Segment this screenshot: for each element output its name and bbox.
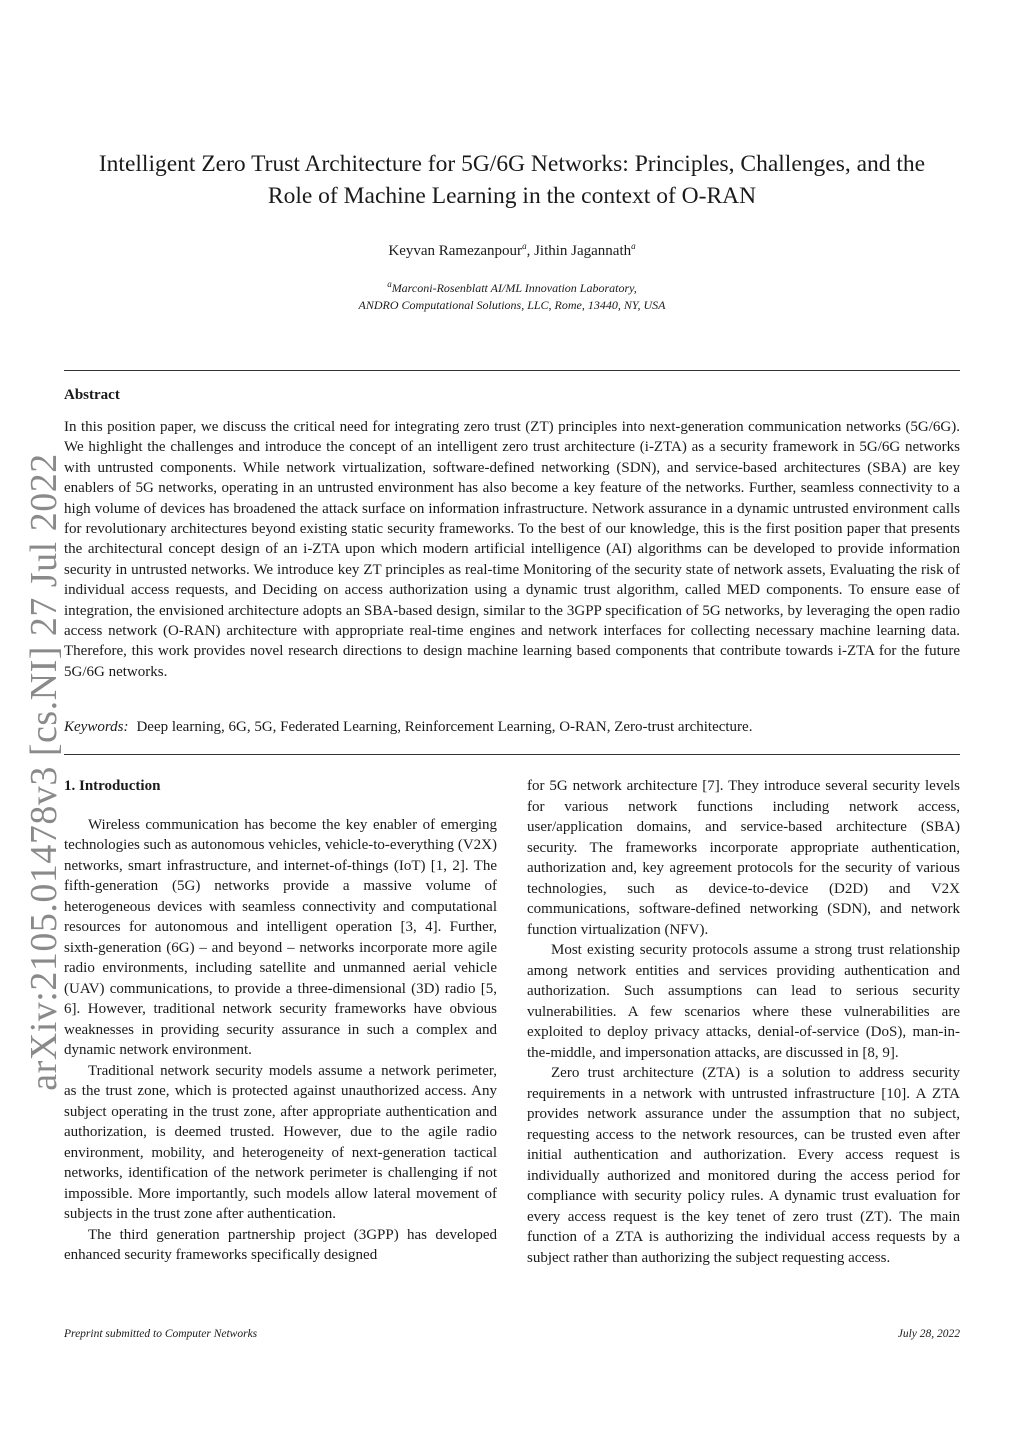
right-column xyxy=(527,776,960,1268)
footer-preprint-note: Preprint submitted to Computer Networks xyxy=(64,1328,258,1340)
author-separator: , xyxy=(526,243,535,259)
paragraph: Zero trust architecture (ZTA) is a solution to address security requirements in a network with untrusted infrastructure [10]. A ZTA provides network assurance under the assumption that no subject, requesting access to the network resources, can be trusted even after initial authentication and authorization. Every access request is individually authorized and monitored during the access period for compliance with security policy rules. A dynamic trust evaluation for every access request is the key tenet of zero trust (ZT). The main function of a ZTA is authorizing the individual access requests by a subject rather than authorizing the subject requesting access. xyxy=(527,1065,960,1266)
paragraph: Traditional network security models assume a network perimeter, as the trust zone, which is protected against unauthorized access. Any subject operating in the trust zone, after appropriate authentication and authorization, is deemed trusted. However, due to the agile radio environment, mobility, and heterogeneity of next-generation tactical networks, identification of the network perimeter is challenging if not impossible. More importantly, such models allow lateral movement of subjects in the trust zone after authentication. xyxy=(64,1062,497,1222)
section-heading-introduction: 1. Introduction xyxy=(64,778,161,794)
paper-title xyxy=(64,148,960,212)
paragraph: Most existing security protocols assume a strong trust relationship among network entities and services providing authentication and authorization. Such assumptions can lead to serious security vulnerabilities. A few scenarios where these vulnerabilities are exploited to deploy privacy attacks, denial-of-service (DoS), man-in-the-middle, and impersonation attacks, are discussed in [8, 9]. xyxy=(527,942,960,1061)
affiliation-mark: a xyxy=(387,279,392,289)
affiliation-line-2: ANDRO Computational Solutions, LLC, Rome, 13440, NY, USA xyxy=(358,298,666,312)
abstract-text: In this position paper, we discuss the critical need for integrating zero trust (ZT) principles into next-generation communication networks (5G/6G). We highlight the challenges and introduce the concept of an intelligent zero trust architecture (i-ZTA) as a security framework in 5G/6G networks with untrusted components. While network virtualization, software-defined networking (SDN), and service-based architectures (SBA) are key enablers of 5G networks, operating in an untrusted environment has also become a key feature of the networks. Further, seamless connectivity to a high volume of devices has broadened the attack surface on information infrastructure. Network assurance in a dynamic untrusted environment calls for revolutionary architectures beyond existing static security frameworks. To the best of our knowledge, this is the first position paper that presents the architectural concept design of an i-ZTA upon which modern artificial intelligence (AI) algorithms can be developed to provide information security in untrusted networks. We introduce key ZT principles as real-time Monitoring of the security state of network assets, Evaluating the risk of individual access requests, and Deciding on access authorization using a dynamic trust algorithm, called MED components. To ensure ease of integration, the envisioned architecture adopts an SBA-based design, similar to the 3GPP specification of 5G networks, by leveraging the open radio access network (O-RAN) architecture with appropriate real-time engines and network interfaces for collecting necessary machine learning data. Therefore, this work provides novel research directions to design machine learning based components that contribute towards i-ZTA for the future 5G/6G networks. xyxy=(64,419,960,680)
bottom-divider xyxy=(64,754,960,755)
author-list xyxy=(64,236,960,261)
author-affiliation-mark: a xyxy=(631,241,636,251)
paragraph: Wireless communication has become the key enabler of emerging technologies such as autonomous vehicles, vehicle-to-everything (V2X) networks, smart infrastructure, and internet-of-things (IoT) [1, 2]. The fifth-generation (5G) networks provide a massive volume of heterogeneous devices with seamless connectivity and computational resources for autonomous and intelligent operation [3, 4]. Further, sixth-generation (6G) – and beyond – networks incorporate more agile radio environments, including satellite and unmanned aerial vehicle (UAV) communications, to provide a three-dimensional (3D) radio [5, 6]. However, traditional network security frameworks have obvious weaknesses in providing security assurance in such a complex and dynamic network environment. xyxy=(64,816,497,1058)
top-divider xyxy=(64,370,960,371)
arxiv-stamp: arXiv:2105.01478v3 [cs.NI] 27 Jul 2022 xyxy=(23,453,65,1091)
keywords-label: Keywords: xyxy=(64,719,129,735)
paragraph-continued: for 5G network architecture [7]. They introduce several security levels for various network functions including network access, user/application domains, and service-based architecture (SBA) security. The frameworks incorporate appropriate authentication, authorization and, key agreement protocols for the security of various technologies, such as device-to-device (D2D) and V2X communications, software-defined networking (SDN), and network function virtualization (NFV). xyxy=(527,778,960,938)
abstract-heading: Abstract xyxy=(64,387,120,403)
author-affiliation-mark: a xyxy=(522,241,527,251)
affiliation xyxy=(64,276,960,314)
paragraph: The third generation partnership project (3GPP) has developed enhanced security frameworks specifically designed xyxy=(64,1226,497,1263)
author-name: Jithin Jagannath xyxy=(534,243,632,259)
keywords-text: Deep learning, 6G, 5G, Federated Learning, Reinforcement Learning, O-RAN, Zero-trust architecture. xyxy=(136,719,753,735)
title-line-1: Intelligent Zero Trust Architecture for 5G/6G Networks: Principles, Challenges, and the xyxy=(98,151,926,177)
keywords xyxy=(64,717,960,737)
left-column xyxy=(64,776,497,1266)
author-name: Keyvan Ramezanpour xyxy=(388,243,523,259)
affiliation-line-1: Marconi-Rosenblatt AI/ML Innovation Laboratory, xyxy=(391,281,637,295)
title-line-2: Role of Machine Learning in the context of O-RAN xyxy=(267,183,757,209)
footer-date: July 28, 2022 xyxy=(897,1328,960,1340)
